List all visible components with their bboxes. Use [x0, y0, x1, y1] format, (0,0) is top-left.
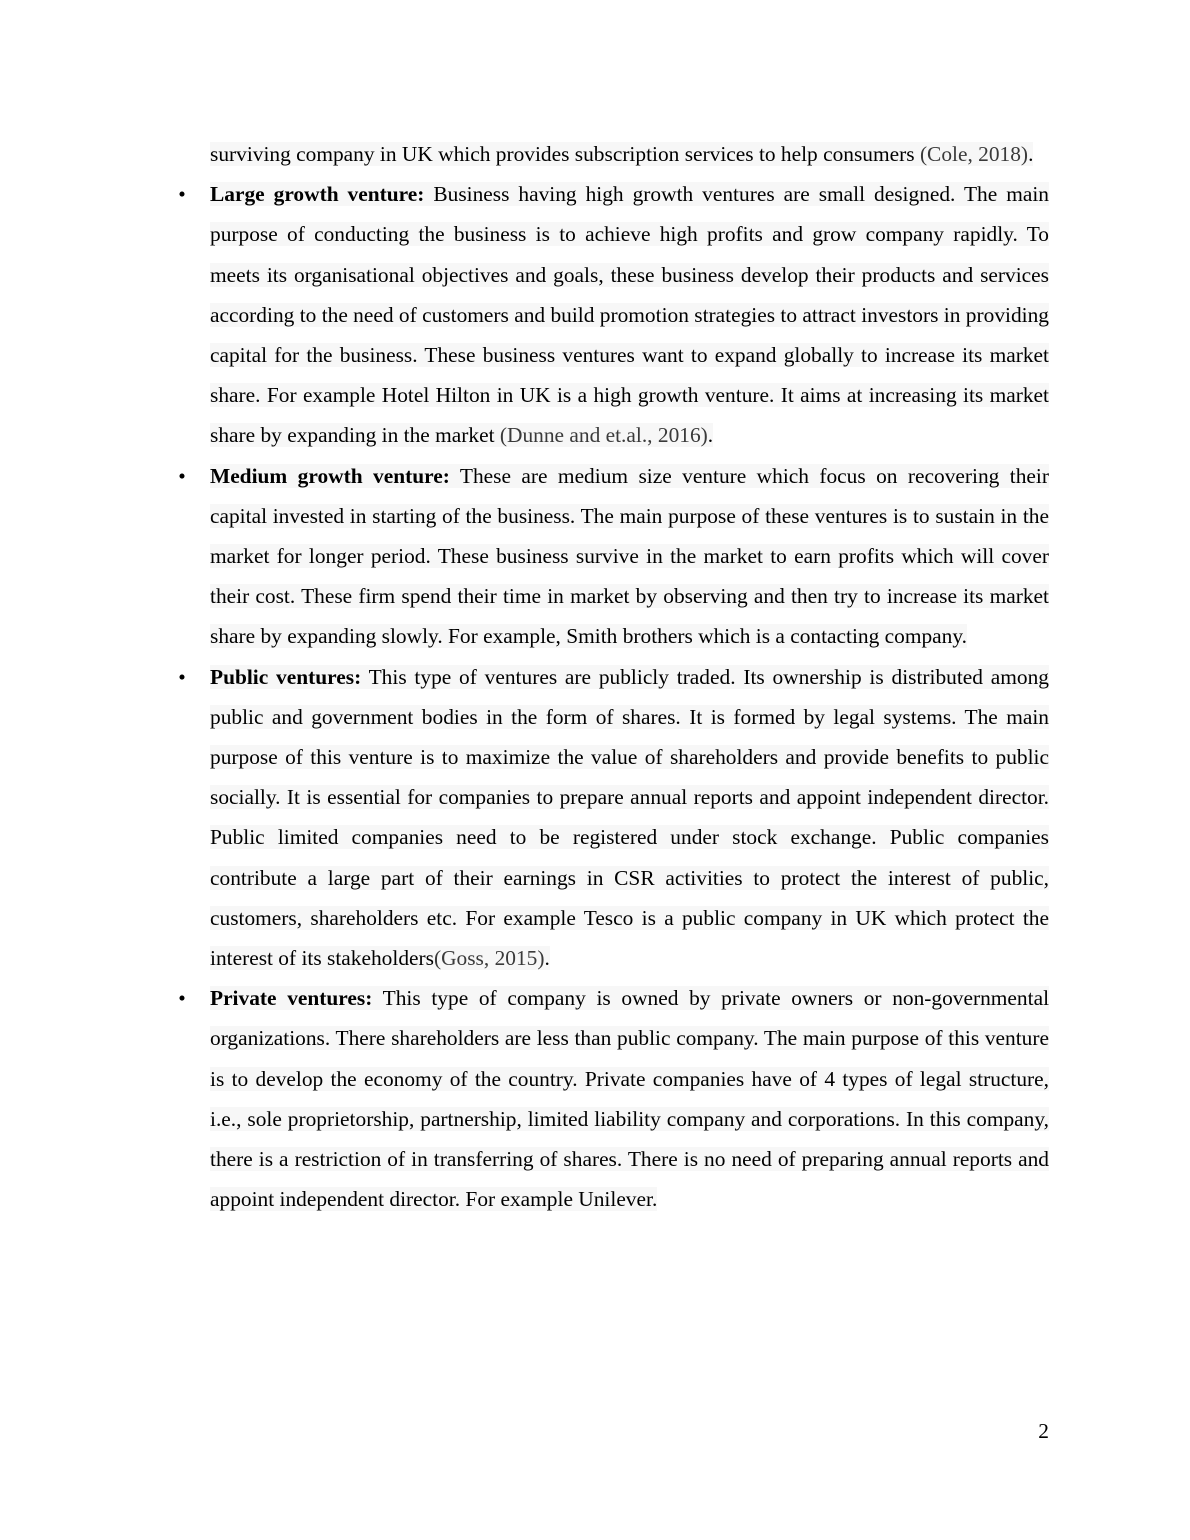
body-text: [178, 134, 1050, 1219]
bullet-text: This type of ventures are publicly traded. Its ownership is distributed among public and government bodies in the form of shares. It is formed by legal systems. The main purpose of this venture is to maximize the value of shareholders and provide benefits to public socially. It is essential for companies to prepare annual reports and appoint independent director. Public limited companies need to be registered under stock exchange. Public companies contribute a large part of their earnings in CSR activities to protect the interest of public, customers, shareholders etc. For example Tesco is a public company in UK which protect the interest of its stakeholders: [210, 664, 1050, 971]
bullet-term: Medium growth venture:: [210, 463, 450, 488]
bullet-icon: •: [178, 986, 186, 1011]
citation: (Cole, 2018): [919, 142, 1029, 166]
bullet-text: This type of company is owned by private owners or non-governmental organizations. There shareholders are less than public company. The main purpose of this venture is to develop the economy of the country. Private companies have of 4 types of legal structure, i.e., sole proprietorship, partnership, limited liability company and corporations. In this company, there is a restriction of in transferring of shares. There is no need of preparing annual reports and appoint independent director. For example Unilever.: [210, 986, 1050, 1212]
bullet-term: Large growth venture:: [210, 182, 425, 207]
paragraph-end: .: [1028, 142, 1034, 166]
continuation-paragraph: [210, 134, 1049, 174]
citation: (Dunne and et.al., 2016): [499, 423, 708, 448]
bullet-icon: •: [178, 463, 186, 488]
page-number: 2: [1038, 1419, 1049, 1443]
bullet-item-large-growth-venture: [178, 174, 1049, 455]
bullet-item-public-ventures: [178, 657, 1050, 979]
bullet-text: Business having high growth ventures are small designed. The main purpose of conducting the business is to achieve high profits and grow company rapidly. To meets its organisational objectives and goals, these business develop their products and services according to the need of customers and build promotion strategies to attract investors in providing capital for the business. These business ventures want to expand globally to increase its market share. For example Hotel Hilton in UK is a high growth venture. It aims at increasing its market share by expanding in the market: [210, 182, 1049, 448]
citation: (Goss, 2015): [433, 946, 545, 971]
bullet-icon: •: [178, 664, 186, 689]
bullet-item-private-ventures: [178, 978, 1050, 1219]
paragraph-end: .: [544, 946, 550, 971]
bullet-term: Private ventures:: [210, 986, 373, 1011]
bullet-term: Public ventures:: [210, 664, 362, 689]
paragraph-text: surviving company in UK which provides subscription services to help consumers: [210, 142, 920, 166]
bullet-text: These are medium size venture which focus on recovering their capital invested in starting of the business. The main purpose of these ventures is to sustain in the market for longer period. These business survive in the market to earn profits which will cover their cost. These firm spend their time in market by observing and then try to increase its market share by expanding slowly. For example, Smith brothers which is a contacting company.: [210, 463, 1049, 649]
bullet-item-medium-growth-venture: [178, 456, 1049, 657]
bullet-icon: •: [178, 182, 186, 207]
paragraph-end: .: [707, 423, 714, 448]
